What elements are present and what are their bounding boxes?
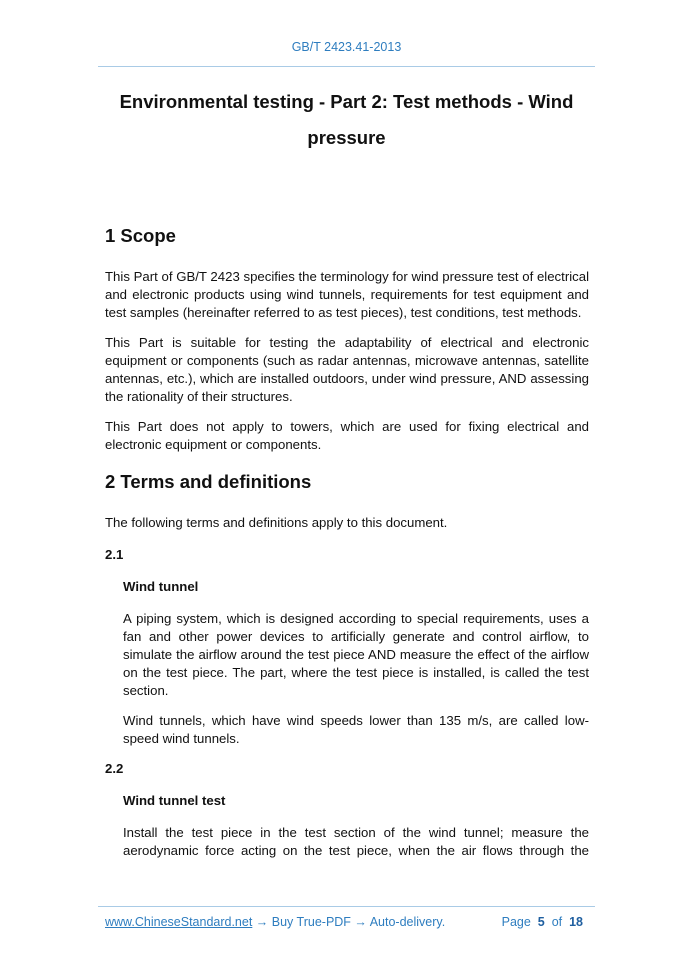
page-label: Page — [501, 915, 531, 929]
page-indicator — [502, 915, 583, 929]
page-footer — [105, 915, 589, 929]
term-number: 2.2 — [105, 761, 124, 776]
section-terms-and-definitions — [105, 468, 589, 860]
paragraph: This Part is suitable for testing the adaptability of electrical and electronic equipment or components (such as radar antennas, microwave antennas, satellite antennas, etc.), which are installed outdoors, under wind pressure, AND assessing the rationality of their structures. — [105, 335, 589, 404]
section-scope — [105, 222, 589, 454]
promo-text: → Buy True-PDF → Auto-delivery. — [252, 915, 446, 929]
total-pages-number: 18 — [569, 915, 583, 929]
term-name: Wind tunnel — [123, 579, 199, 594]
document-title: Environmental testing - Part 2: Test methods - Wind pressure — [119, 91, 574, 148]
term-definition: A piping system, which is designed according to special requirements, uses a fan and other power devices to artificially generate and control airflow, to simulate the airflow around the test piece AND measure the effect of the airflow on the test piece. The part, where the test piece is installed, is called the test section. — [123, 611, 589, 698]
term-block — [105, 792, 589, 860]
term-entry — [105, 546, 589, 748]
term-definition: Wind tunnels, which have wind speeds lower than 135 m/s, are called low-speed wind tunnels. — [123, 713, 589, 746]
section-heading: 2 Terms and definitions — [105, 471, 312, 492]
paragraph: This Part of GB/T 2423 specifies the terminology for wind pressure test of electrical and electronic products using wind tunnels, requirements for test equipment and test samples (hereinafter referred to as test pieces), test conditions, test methods. — [105, 269, 589, 320]
header-divider — [98, 66, 595, 67]
section-heading: 1 Scope — [105, 225, 176, 246]
term-block — [105, 578, 589, 748]
website-link[interactable]: www.ChineseStandard.net — [105, 915, 253, 929]
section-intro: The following terms and definitions apply to this document. — [105, 515, 448, 530]
paragraph: This Part does not apply to towers, which are used for fixing electrical and electronic equipment or components. — [105, 419, 589, 452]
current-page-number: 5 — [537, 915, 545, 929]
page-of-label: of — [551, 915, 563, 929]
term-name: Wind tunnel test — [123, 793, 226, 808]
term-number: 2.1 — [105, 547, 124, 562]
term-definition: Install the test piece in the test section of the wind tunnel; measure the aerodynamic force acting on the test piece, when the air flows through the — [123, 825, 589, 858]
document-body — [105, 222, 589, 872]
term-entry — [105, 760, 589, 860]
standard-code-header: GB/T 2423.41-2013 — [291, 40, 402, 54]
footer-divider — [98, 906, 595, 907]
